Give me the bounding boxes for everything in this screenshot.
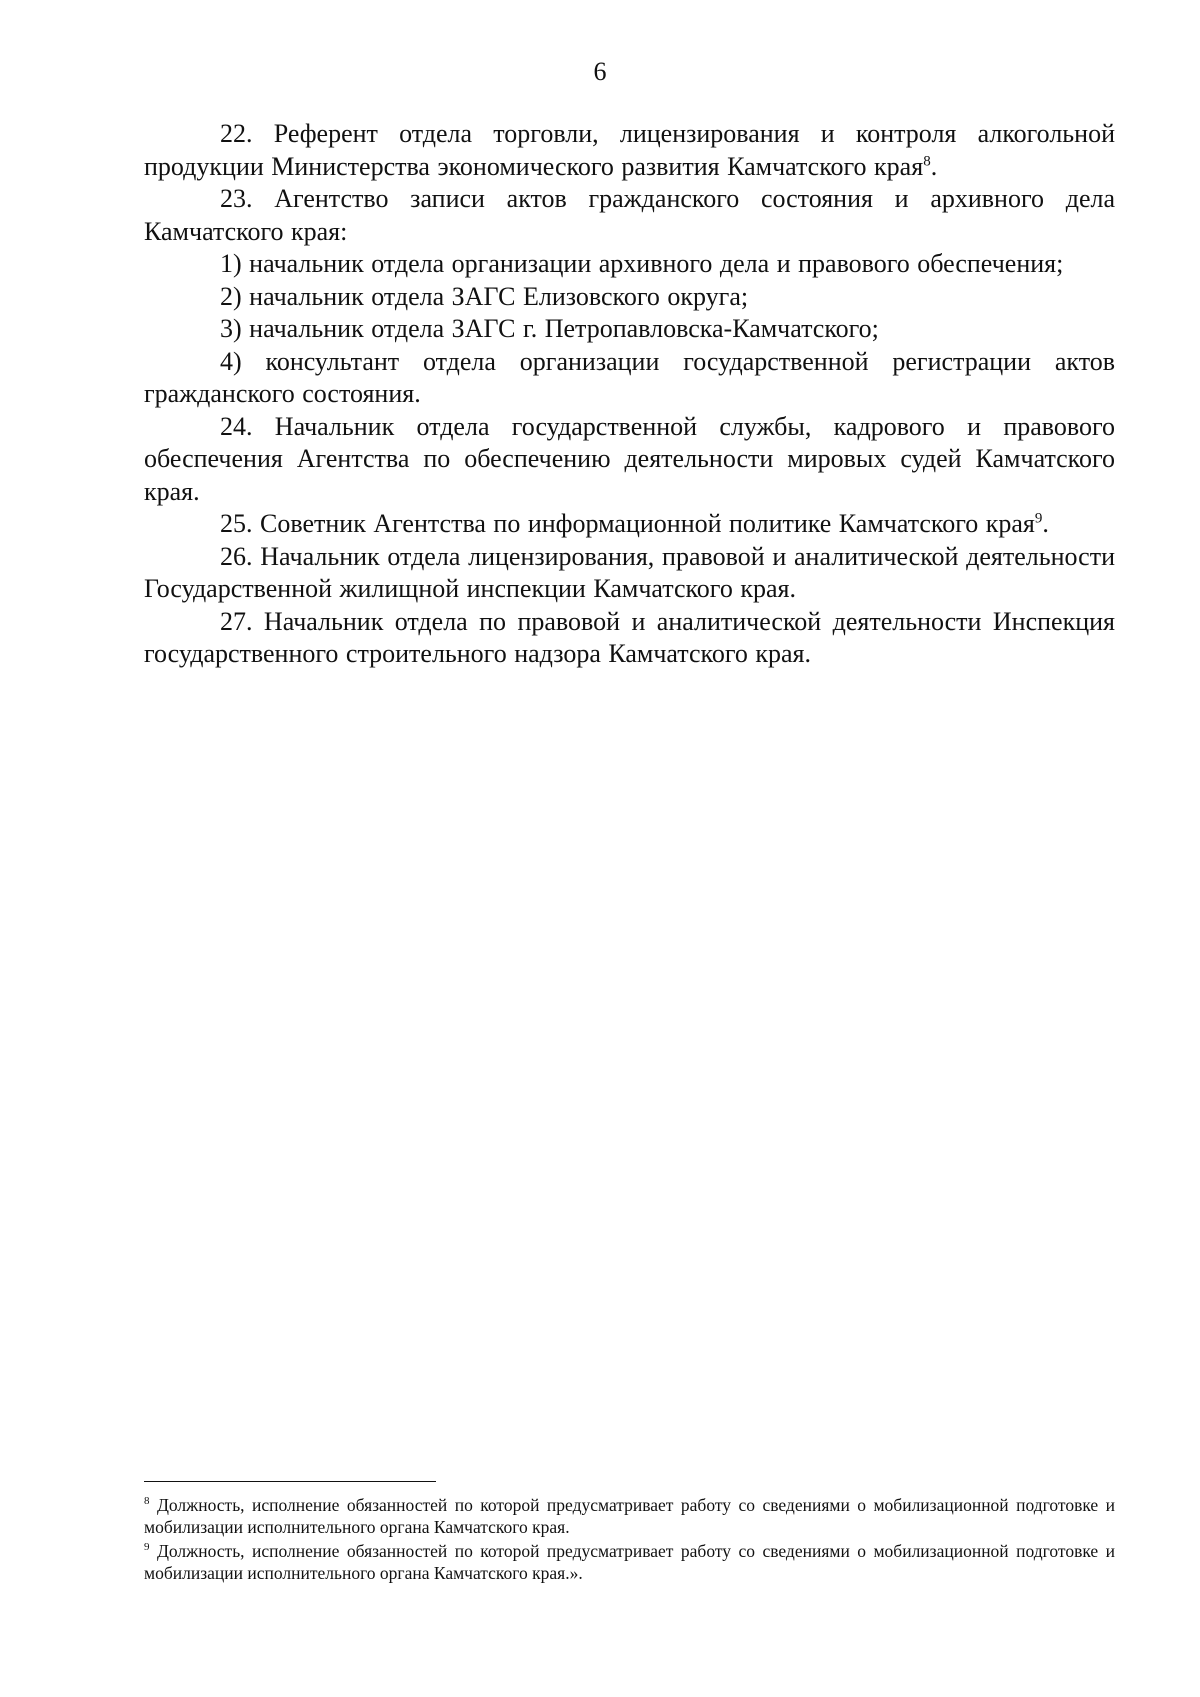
paragraph-text: 26. Начальник отдела лицензирования, правовой и аналитической деятельности Государственной жилищной инспекции Камчатского края.: [144, 541, 1115, 603]
paragraph-text: 25. Советник Агентства по информационной политике Камчатского края: [220, 509, 1035, 538]
footnote-text: Должность, исполнение обязанностей по которой предусматривает работу со сведениями о мобилизационной подготовке и мобилизации исполнительного органа Камчатского края.: [144, 1495, 1115, 1537]
list-item-text: 4) консультант отдела организации государственной регистрации актов гражданского состояния.: [144, 346, 1115, 408]
paragraph-23: [144, 183, 1115, 248]
list-item-text: 3) начальник отдела ЗАГС г. Петропавловска-Камчатского;: [220, 314, 879, 343]
list-item-text: 2) начальник отдела ЗАГС Елизовского округа;: [220, 281, 749, 311]
list-item-1: [144, 248, 1115, 281]
footnote-mark: 8: [144, 1495, 150, 1508]
list-item-2: [144, 281, 1115, 314]
footnote-mark: 9: [144, 1541, 150, 1554]
paragraph-22: [144, 118, 1115, 183]
paragraph-text: 24. Начальник отдела государственной службы, кадрового и правового обеспечения Агентства по обеспечению деятельности мировых судей Камчатского края.: [144, 411, 1115, 506]
list-item-4: [144, 346, 1115, 411]
document-body: [144, 118, 1115, 671]
paragraph-24: [144, 411, 1115, 509]
footnote-divider: [144, 1481, 436, 1482]
paragraph-tail: .: [930, 151, 938, 181]
paragraph-text: 23. Агентство записи актов гражданского состояния и архивного дела Камчатского края:: [144, 184, 1115, 246]
paragraph-27: [144, 606, 1115, 671]
footnotes: [144, 1494, 1115, 1586]
list-item-3: [144, 313, 1115, 346]
footnote-9: [144, 1540, 1115, 1584]
paragraph-text: 27. Начальник отдела по правовой и аналитической деятельности Инспекция государственного строительного надзора Камчатского края.: [144, 606, 1115, 668]
paragraph-text: 22. Референт отдела торговли, лицензирования и контроля алкогольной продукции Министерства экономического развития Камчатского края: [144, 119, 1115, 181]
list-item-text: 1) начальник отдела организации архивного дела и правового обеспечения;: [220, 249, 1064, 278]
paragraph-26: [144, 541, 1115, 606]
footnote-ref: 8: [923, 152, 931, 169]
footnote-ref: 9: [1034, 510, 1043, 527]
paragraph-tail: .: [1042, 509, 1049, 538]
footnote-text: Должность, исполнение обязанностей по которой предусматривает работу со сведениями о мобилизационной подготовке и мобилизации исполнительного органа Камчатского края.».: [144, 1541, 1115, 1583]
footnote-8: [144, 1494, 1115, 1538]
paragraph-25: [144, 508, 1115, 541]
page-number: 6: [593, 57, 607, 86]
